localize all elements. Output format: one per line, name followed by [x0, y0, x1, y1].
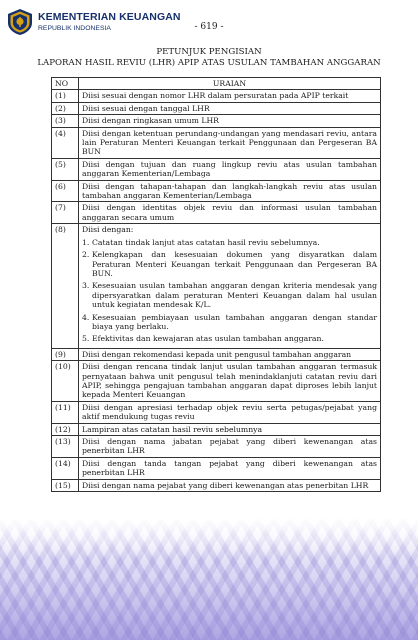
row-description: Diisi dengan rencana tindak lanjut usulan tambahan anggaran termasuk pernyataan bahwa unit pengusul telah menindaklanjuti catatan reviu dari APIP, sehingga pengajuan tambahan anggaran dapat diproses lebih lanjut kepada Menteri Keuangan — [79, 361, 381, 402]
list-item — [82, 334, 377, 343]
header-no: NO — [52, 78, 79, 90]
table-row — [52, 361, 381, 402]
row-intro: Diisi dengan: — [82, 225, 134, 235]
list-item-number: 5. — [82, 334, 90, 344]
table-row — [52, 479, 381, 491]
row-description: Diisi dengan identitas objek reviu dan informasi usulan tambahan anggaran secara umum — [79, 202, 381, 224]
header-uraian: URAIAN — [79, 78, 381, 90]
table-row — [52, 115, 381, 127]
row-description: Diisi dengan nama pejabat yang diberi kewenangan atas penerbitan LHR — [79, 479, 381, 491]
row-number: (13) — [52, 436, 79, 458]
table-row — [52, 401, 381, 423]
table-header-row — [52, 78, 381, 90]
row-number: (15) — [52, 479, 79, 491]
table-row — [52, 180, 381, 202]
list-item — [82, 313, 377, 332]
row-number: (4) — [52, 127, 79, 158]
row-description: Diisi dengan nama jabatan pejabat yang diberi kewenangan atas penerbitan LHR — [79, 436, 381, 458]
row-description: Diisi dengan ringkasan umum LHR — [79, 115, 381, 127]
list-item — [82, 238, 377, 247]
row-description: Diisi sesuai dengan tanggal LHR — [79, 102, 381, 114]
row-description: Diisi dengan apresiasi terhadap objek reviu serta petugas/pejabat yang aktif mendukung tugas reviu — [79, 401, 381, 423]
row-number: (1) — [52, 90, 79, 102]
table-row — [52, 224, 381, 348]
row-description: Diisi sesuai dengan nomor LHR dalam persuratan pada APIP terkait — [79, 90, 381, 102]
list-item-text: Catatan tindak lanjut atas catatan hasil reviu sebelumnya. — [92, 237, 320, 247]
list-item-number: 3. — [82, 281, 90, 291]
row-description: Diisi dengan tujuan dan ruang lingkup reviu atas usulan tambahan anggaran Kementerian/Lembaga — [79, 158, 381, 180]
row-number: (5) — [52, 158, 79, 180]
row-description: Diisi dengan ketentuan perundang-undangan yang mendasari reviu, antara lain Peraturan Menteri Keuangan terkait Penggunaan dan Pergeseran BA BUN — [79, 127, 381, 158]
table-row — [52, 423, 381, 435]
list-item-text: Kesesuaian usulan tambahan anggaran dengan kriteria mendesak yang dipersyaratkan dalam peraturan Menteri Keuangan dalam hal usulan untuk kegiatan mendesak K/L. — [92, 281, 377, 310]
page-number: - 619 - — [194, 22, 224, 32]
row-number: (10) — [52, 361, 79, 402]
row-number: (12) — [52, 423, 79, 435]
table-row — [52, 436, 381, 458]
row-number: (6) — [52, 180, 79, 202]
list-item — [82, 281, 377, 309]
list-item-text: Kelengkapan dan kesesuaian dokumen yang disyaratkan dalam Peraturan Menteri Keuangan terkait Penggunaan dan Pergeseran BA BUN. — [92, 250, 377, 278]
row-description: Diisi dengan tahapan-tahapan dan langkah-langkah reviu atas usulan tambahan anggaran Kementerian/Lembaga — [79, 180, 381, 202]
row-description: Diisi dengan rekomendasi kepada unit pengusul tambahan anggaran — [79, 348, 381, 360]
instructions-table — [51, 77, 381, 492]
row-number: (7) — [52, 202, 79, 224]
row-description: Lampiran atas catatan hasil reviu sebelumnya — [79, 423, 381, 435]
table-row — [52, 102, 381, 114]
row-number: (8) — [52, 224, 79, 348]
row-number: (2) — [52, 102, 79, 114]
decorative-footer-pattern — [0, 518, 418, 640]
table-row — [52, 90, 381, 102]
document-title: PETUNJUK PENGISIAN — [156, 47, 262, 57]
table-row — [52, 348, 381, 360]
table-row — [52, 158, 381, 180]
criteria-list — [82, 238, 377, 344]
list-item-number: 4. — [82, 312, 90, 322]
list-item-number: 2. — [82, 250, 90, 260]
ministry-subtitle: REPUBLIK INDONESIA — [38, 25, 111, 32]
row-description: Diisi dengan tanda tangan pejabat yang diberi kewenangan atas penerbitan LHR — [79, 457, 381, 479]
document-subtitle: LAPORAN HASIL REVIU (LHR) APIP ATAS USULAN TAMBAHAN ANGGARAN — [37, 58, 381, 68]
table-row — [52, 457, 381, 479]
list-item-number: 1. — [82, 237, 90, 247]
row-number: (11) — [52, 401, 79, 423]
row-number: (14) — [52, 457, 79, 479]
row-description — [79, 224, 381, 348]
table-row — [52, 202, 381, 224]
list-item — [82, 250, 377, 278]
list-item-text: Kesesuaian pembiayaan usulan tambahan anggaran dengan standar biaya yang berlaku. — [92, 312, 377, 331]
row-number: (9) — [52, 348, 79, 360]
ministry-name: KEMENTERIAN KEUANGAN — [38, 11, 181, 23]
row-number: (3) — [52, 115, 79, 127]
list-item-text: Efektivitas dan kewajaran atas usulan tambahan anggaran. — [92, 334, 324, 344]
table-row — [52, 127, 381, 158]
